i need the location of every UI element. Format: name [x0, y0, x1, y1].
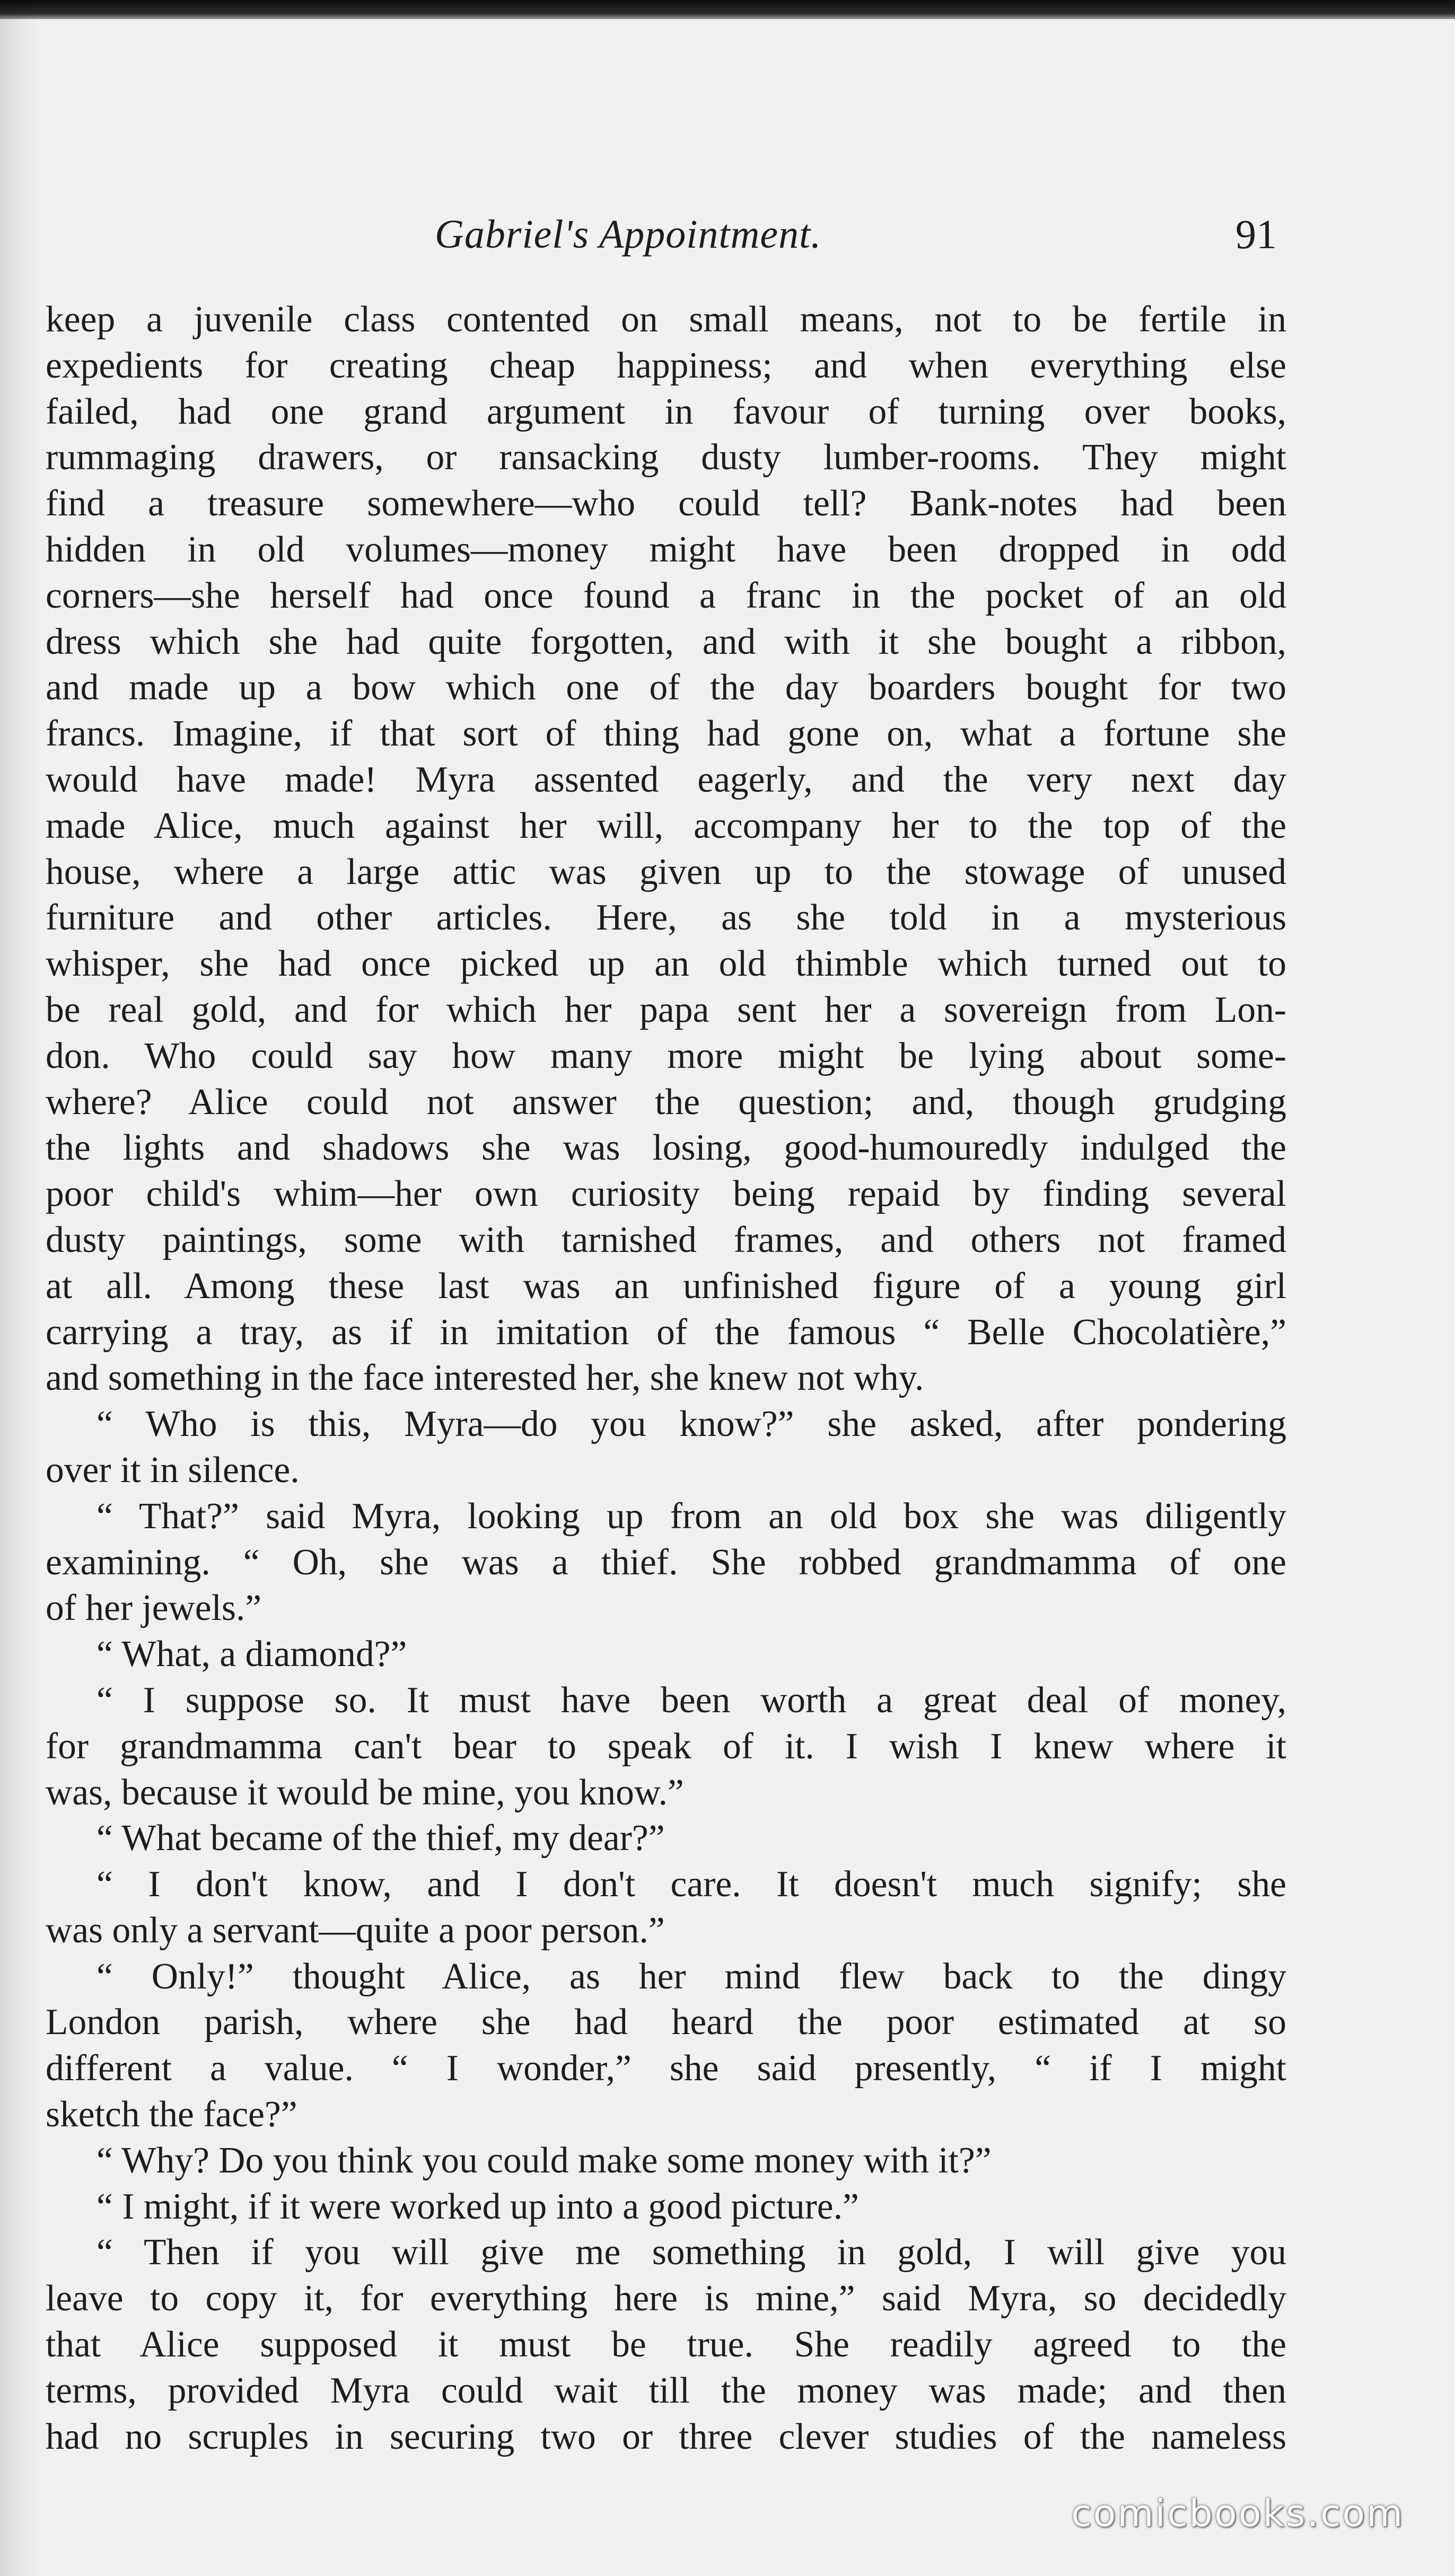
text-line: corners—she herself had once found a franc in the pocket of an old: [46, 575, 1286, 616]
text-line: “ I suppose so. It must have been worth a great deal of money,: [97, 1679, 1286, 1721]
text-line: poor child's whim—her own curiosity being repaid by finding several: [46, 1173, 1286, 1215]
text-line: London parish, where she had heard the poor estimated at so: [46, 2002, 1286, 2043]
text-line: would have made! Myra assented eagerly, and the very next day: [46, 759, 1286, 800]
scan-top-edge: [0, 0, 1455, 19]
text-line: expedients for creating cheap happiness; and when everything else: [46, 345, 1286, 386]
text-line: over it in silence.: [46, 1449, 300, 1491]
text-line: keep a juvenile class contented on small means, not to be fertile in: [46, 299, 1286, 340]
text-line: “ Then if you will give me something in gold, I will give you: [97, 2232, 1286, 2273]
text-line: be real gold, and for which her papa sent her a sovereign from Lon-: [46, 989, 1286, 1030]
text-line: the lights and shadows she was losing, good-humouredly indulged the: [46, 1127, 1286, 1169]
text-line: and something in the face interested her, she knew not why.: [46, 1357, 924, 1399]
text-line: leave to copy it, for everything here is mine,” said Myra, so decidedly: [46, 2278, 1286, 2319]
text-line: furniture and other articles. Here, as she told in a mysterious: [46, 897, 1286, 939]
text-line: “ Why? Do you think you could make some money with it?”: [97, 2140, 992, 2181]
text-line: “ What, a diamond?”: [97, 1634, 407, 1675]
text-line: “ Only!” thought Alice, as her mind flew back to the dingy: [97, 1956, 1286, 1997]
text-line: had no scruples in securing two or three clever studies of the nameless: [46, 2416, 1286, 2457]
watermark: comicbooks.com: [1071, 2492, 1405, 2535]
text-line: failed, had one grand argument in favour of turning over books,: [46, 391, 1286, 432]
text-line: was only a servant—quite a poor person.”: [46, 1909, 665, 1951]
text-line: don. Who could say how many more might be lying about some-: [46, 1035, 1286, 1076]
text-line: “ What became of the thief, my dear?”: [97, 1818, 665, 1859]
text-line: terms, provided Myra could wait till the money was made; and then: [46, 2370, 1286, 2411]
text-line: “ I don't know, and I don't care. It doesn't much signify; she: [97, 1864, 1286, 1905]
text-line: carrying a tray, as if in imitation of the famous “ Belle Chocolatière,”: [46, 1311, 1286, 1353]
text-line: hidden in old volumes—money might have been dropped in odd: [46, 529, 1286, 570]
text-line: different a value. “ I wonder,” she said presently, “ if I might: [46, 2048, 1286, 2089]
text-line: dusty paintings, some with tarnished frames, and others not framed: [46, 1219, 1286, 1260]
text-line: “ I might, if it were worked up into a good picture.”: [97, 2186, 859, 2227]
text-line: and made up a bow which one of the day boarders bought for two: [46, 667, 1286, 708]
page-gutter-shadow: [0, 0, 37, 2576]
page-number: 91: [1235, 211, 1277, 257]
text-line: sketch the face?”: [46, 2094, 297, 2135]
text-line: francs. Imagine, if that sort of thing had gone on, what a fortune she: [46, 713, 1286, 755]
text-line: dress which she had quite forgotten, and with it she bought a ribbon,: [46, 621, 1286, 662]
text-line: find a treasure somewhere—who could tell? Bank-notes had been: [46, 483, 1286, 524]
body-text: [46, 297, 1286, 2460]
text-line: rummaging drawers, or ransacking dusty lumber-rooms. They might: [46, 437, 1286, 478]
text-line: for grandmamma can't bear to speak of it. I wish I knew where it: [46, 1725, 1286, 1767]
text-line: “ That?” said Myra, looking up from an old box she was diligently: [97, 1495, 1286, 1537]
text-line: at all. Among these last was an unfinished figure of a young girl: [46, 1265, 1286, 1307]
text-line: where? Alice could not answer the question; and, though grudging: [46, 1081, 1286, 1123]
text-line: made Alice, much against her will, accompany her to the top of the: [46, 805, 1286, 846]
text-line: whisper, she had once picked up an old thimble which turned out to: [46, 943, 1286, 985]
text-line: that Alice supposed it must be true. She readily agreed to the: [46, 2324, 1286, 2365]
text-line: of her jewels.”: [46, 1588, 262, 1629]
text-line: examining. “ Oh, she was a thief. She robbed grandmamma of one: [46, 1541, 1286, 1583]
running-title: Gabriel's Appointment.: [435, 212, 822, 257]
text-line: was, because it would be mine, you know.”: [46, 1772, 684, 1813]
running-head: [0, 208, 1455, 261]
text-line: “ Who is this, Myra—do you know?” she asked, after pondering: [97, 1404, 1286, 1445]
text-line: house, where a large attic was given up to the stowage of unused: [46, 851, 1286, 892]
